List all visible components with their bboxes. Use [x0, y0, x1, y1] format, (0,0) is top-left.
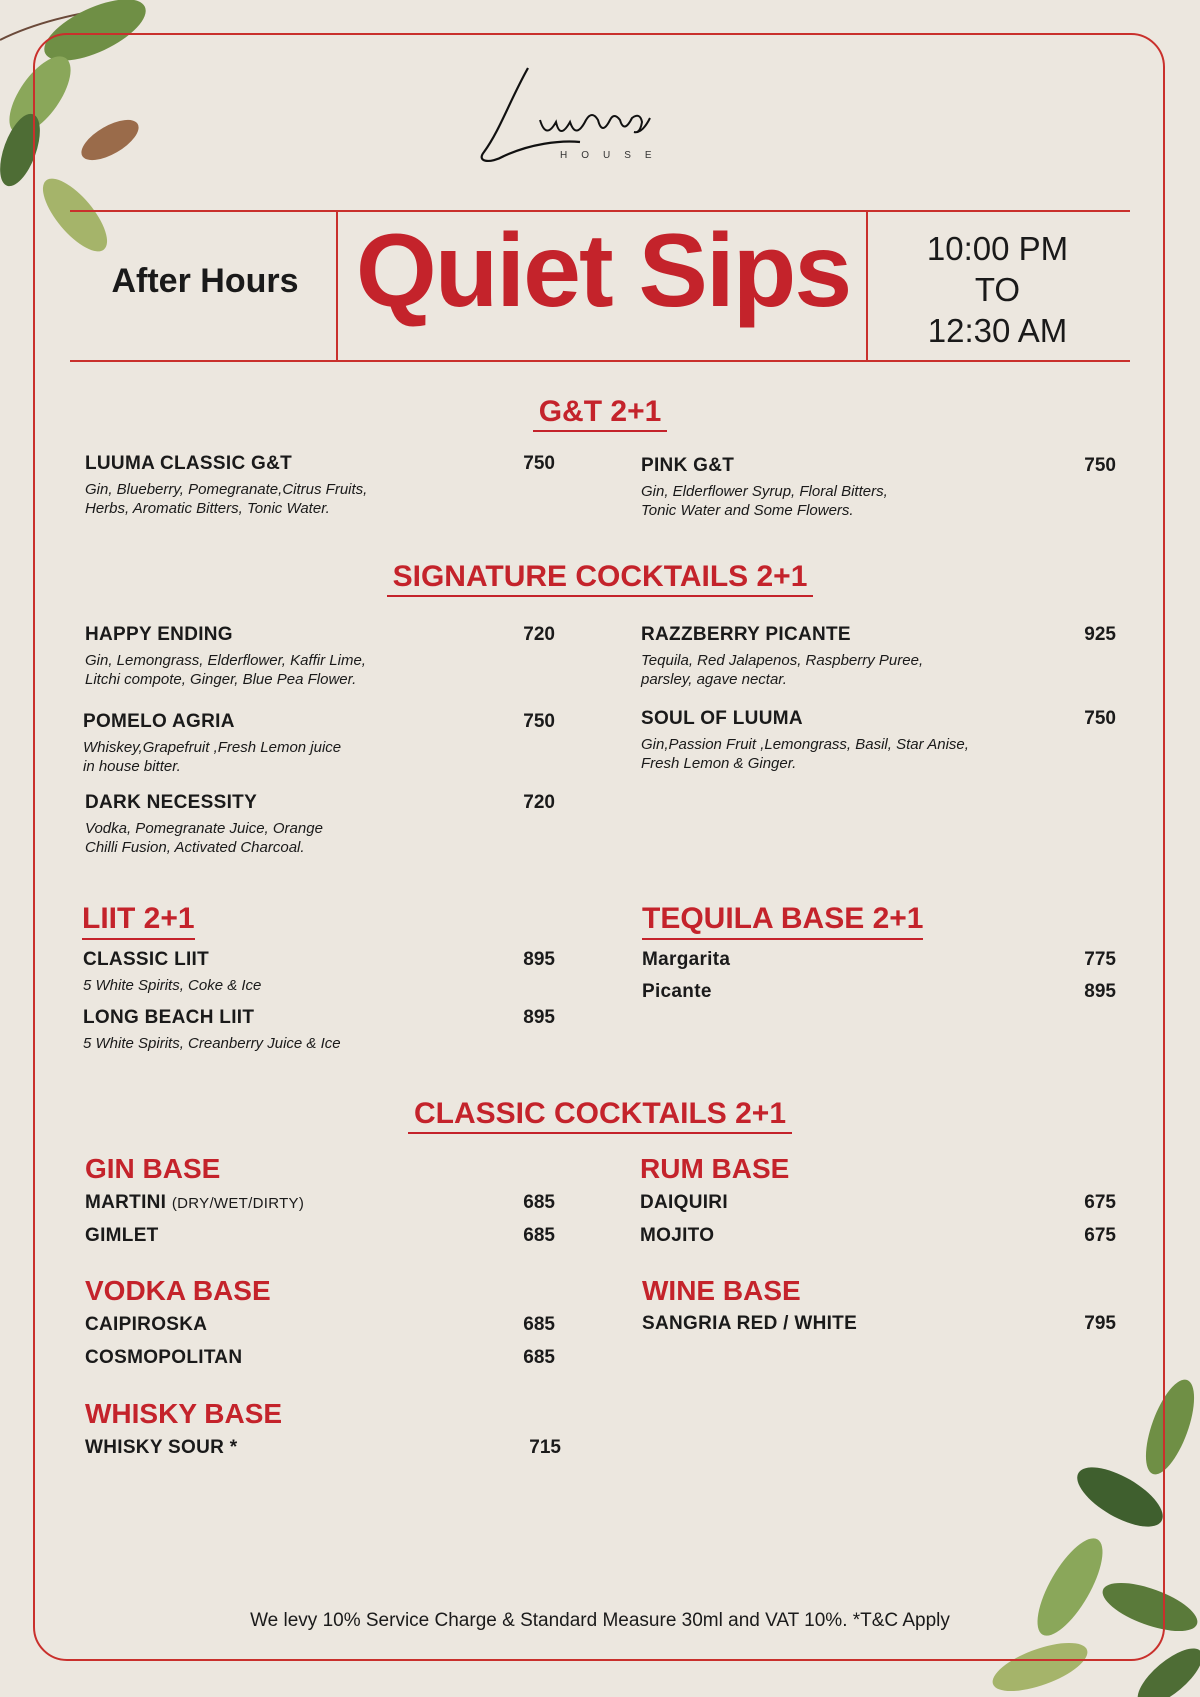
menu-item: Margarita 775	[642, 949, 1116, 970]
menu-item: WHISKY SOUR * 715	[85, 1437, 561, 1458]
section-title-tequila: TEQUILA BASE 2+1	[642, 902, 923, 940]
menu-item: PINK G&T 750 Gin, Elderflower Syrup, Floral Bitters, Tonic Water and Some Flowers.	[641, 455, 1116, 519]
menu-item: CAIPIROSKA 685	[85, 1314, 555, 1335]
section-title-signature: SIGNATURE COCKTAILS 2+1	[0, 560, 1200, 596]
time-start: 10:00 PM	[926, 230, 1069, 267]
menu-item: LUUMA CLASSIC G&T 750 Gin, Blueberry, Pomegranate,Citrus Fruits, Herbs, Aromatic Bitters, Tonic Water.	[85, 453, 555, 517]
footer-note: We levy 10% Service Charge & Standard Measure 30ml and VAT 10%. *T&C Apply	[250, 1610, 950, 1631]
menu-item: DARK NECESSITY 720 Vodka, Pomegranate Juice, Orange Chilli Fusion, Activated Charcoal.	[85, 792, 555, 856]
wine-base-title: WINE BASE	[642, 1275, 801, 1306]
menu-item: SANGRIA RED / WHITE 795	[642, 1313, 1116, 1334]
menu-item: DAIQUIRI 675	[640, 1192, 1116, 1213]
menu-item: MARTINI (DRY/WET/DIRTY) 685	[85, 1192, 555, 1213]
logo-house-label: HOUSE	[560, 150, 666, 161]
menu-item: GIMLET 685	[85, 1225, 555, 1246]
page-title: Quiet Sips	[355, 213, 851, 329]
menu-item: MOJITO 675	[640, 1225, 1116, 1246]
rum-base-title: RUM BASE	[640, 1153, 790, 1184]
time-sep: TO	[974, 271, 1021, 308]
time-range	[870, 228, 1125, 351]
menu-item: COSMOPOLITAN 685	[85, 1347, 555, 1368]
section-title-gt: G&T 2+1	[0, 395, 1200, 431]
menu-item: RAZZBERRY PICANTE 925 Tequila, Red Jalapenos, Raspberry Puree, parsley, agave nectar.	[641, 624, 1116, 688]
whisky-base-title: WHISKY BASE	[85, 1398, 283, 1429]
section-title-classic: CLASSIC COCKTAILS 2+1	[0, 1097, 1200, 1133]
menu-item: HAPPY ENDING 720 Gin, Lemongrass, Elderflower, Kaffir Lime, Litchi compote, Ginger, Blue Pea Flower.	[85, 624, 555, 688]
menu-item: LONG BEACH LIIT 895 5 White Spirits, Creanberry Juice & Ice	[83, 1007, 555, 1052]
menu-item: Picante 895	[642, 981, 1116, 1002]
vodka-base-title: VODKA BASE	[85, 1275, 271, 1306]
menu-item: CLASSIC LIIT 895 5 White Spirits, Coke & Ice	[83, 949, 555, 994]
header-bottom-line	[70, 360, 1130, 362]
section-title-liit: LIIT 2+1	[82, 902, 195, 940]
menu-item: SOUL OF LUUMA 750 Gin,Passion Fruit ,Lemongrass, Basil, Star Anise, Fresh Lemon & Ginger.	[641, 708, 1116, 772]
menu-item: POMELO AGRIA 750 Whiskey,Grapefruit ,Fresh Lemon juice in house bitter.	[83, 711, 555, 775]
time-end: 12:30 AM	[927, 312, 1068, 349]
after-hours-label: After Hours	[111, 262, 299, 300]
gin-base-title: GIN BASE	[85, 1153, 221, 1184]
